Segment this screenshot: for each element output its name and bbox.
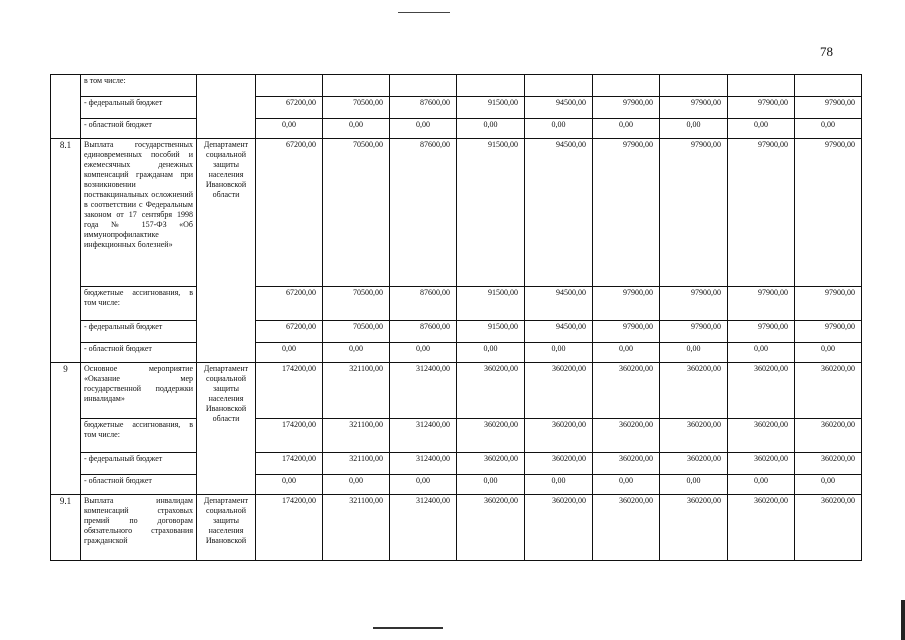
value-cell: 0,00 <box>593 475 660 495</box>
row-description: Выплата государственных единовременных пособий и ежемесячных денежных компенсаций гражданам при возникновении поствакцинальных осложнений в соответствии с Федеральным законом от 17 сентября 1998 года № 157-ФЗ «Об иммунопрофилактике инфекционных болезней» <box>81 139 197 287</box>
value-cell: 0,00 <box>660 343 728 363</box>
value-cell: 67200,00 <box>256 287 323 321</box>
value-cell: 360200,00 <box>593 419 660 453</box>
row-department <box>197 75 256 139</box>
value-cell: 0,00 <box>660 475 728 495</box>
row-department: Департамент социальной защиты населения Ивановской области <box>197 363 256 495</box>
value-cell: 0,00 <box>457 343 525 363</box>
table-row <box>51 139 862 287</box>
value-cell: 0,00 <box>525 475 593 495</box>
value-cell <box>256 75 323 97</box>
value-cell: 360200,00 <box>660 495 728 561</box>
row-description: - областной бюджет <box>81 119 197 139</box>
value-cell: 360200,00 <box>795 495 862 561</box>
value-cell: 0,00 <box>256 475 323 495</box>
value-cell <box>457 75 525 97</box>
row-description: в том числе: <box>81 75 197 97</box>
table-row <box>51 75 862 97</box>
value-cell: 0,00 <box>256 119 323 139</box>
value-cell: 94500,00 <box>525 97 593 119</box>
value-cell: 360200,00 <box>728 419 795 453</box>
scan-edge-shadow <box>901 600 905 640</box>
value-cell: 360200,00 <box>728 453 795 475</box>
value-cell: 174200,00 <box>256 495 323 561</box>
value-cell: 0,00 <box>728 475 795 495</box>
row-description: - федеральный бюджет <box>81 321 197 343</box>
value-cell: 97900,00 <box>795 139 862 287</box>
value-cell: 360200,00 <box>728 495 795 561</box>
scan-artifact-bottom <box>373 627 443 629</box>
value-cell <box>593 75 660 97</box>
value-cell: 0,00 <box>457 475 525 495</box>
value-cell: 360200,00 <box>593 363 660 419</box>
value-cell: 321100,00 <box>323 419 390 453</box>
value-cell: 0,00 <box>660 119 728 139</box>
table-row <box>51 419 862 453</box>
row-description: Выплата инвалидам компенсаций страховых премий по договорам обязательного страхования гражданской <box>81 495 197 561</box>
value-cell: 97900,00 <box>593 321 660 343</box>
value-cell: 97900,00 <box>728 321 795 343</box>
value-cell: 360200,00 <box>728 363 795 419</box>
table-row <box>51 453 862 475</box>
value-cell: 360200,00 <box>660 419 728 453</box>
value-cell: 0,00 <box>323 119 390 139</box>
value-cell: 0,00 <box>795 343 862 363</box>
value-cell: 312400,00 <box>390 453 457 475</box>
table-row <box>51 287 862 321</box>
value-cell: 67200,00 <box>256 139 323 287</box>
value-cell: 0,00 <box>390 475 457 495</box>
value-cell: 360200,00 <box>457 453 525 475</box>
value-cell: 360200,00 <box>795 453 862 475</box>
value-cell: 97900,00 <box>795 97 862 119</box>
value-cell: 360200,00 <box>795 363 862 419</box>
value-cell: 0,00 <box>795 119 862 139</box>
value-cell: 0,00 <box>795 475 862 495</box>
value-cell: 97900,00 <box>660 139 728 287</box>
table-row <box>51 321 862 343</box>
row-description: Основное мероприятие «Оказание мер государственной поддержки инвалидам» <box>81 363 197 419</box>
row-department: Департамент социальной защиты населения Ивановской <box>197 495 256 561</box>
value-cell: 360200,00 <box>525 453 593 475</box>
value-cell: 87600,00 <box>390 321 457 343</box>
value-cell: 312400,00 <box>390 419 457 453</box>
value-cell: 360200,00 <box>457 363 525 419</box>
value-cell: 87600,00 <box>390 287 457 321</box>
value-cell: 360200,00 <box>660 453 728 475</box>
value-cell <box>525 75 593 97</box>
table-row <box>51 97 862 119</box>
value-cell: 360200,00 <box>457 419 525 453</box>
value-cell: 94500,00 <box>525 321 593 343</box>
value-cell: 0,00 <box>323 343 390 363</box>
value-cell: 0,00 <box>525 343 593 363</box>
value-cell: 87600,00 <box>390 139 457 287</box>
table-body <box>51 75 862 561</box>
scan-artifact-top <box>398 12 450 13</box>
value-cell: 70500,00 <box>323 139 390 287</box>
value-cell: 0,00 <box>390 119 457 139</box>
value-cell: 91500,00 <box>457 97 525 119</box>
value-cell: 94500,00 <box>525 139 593 287</box>
value-cell: 97900,00 <box>728 139 795 287</box>
value-cell: 360200,00 <box>795 419 862 453</box>
value-cell: 174200,00 <box>256 363 323 419</box>
table-row <box>51 343 862 363</box>
value-cell <box>728 75 795 97</box>
value-cell: 97900,00 <box>660 97 728 119</box>
row-code: 9 <box>51 363 81 495</box>
value-cell: 97900,00 <box>795 287 862 321</box>
value-cell: 360200,00 <box>525 495 593 561</box>
value-cell: 360200,00 <box>593 453 660 475</box>
value-cell <box>660 75 728 97</box>
value-cell: 360200,00 <box>525 363 593 419</box>
table-row <box>51 363 862 419</box>
row-description: - федеральный бюджет <box>81 97 197 119</box>
value-cell: 97900,00 <box>593 287 660 321</box>
value-cell <box>323 75 390 97</box>
table-row <box>51 119 862 139</box>
value-cell: 312400,00 <box>390 363 457 419</box>
budget-table <box>50 74 862 561</box>
value-cell: 91500,00 <box>457 139 525 287</box>
value-cell: 67200,00 <box>256 97 323 119</box>
value-cell: 0,00 <box>525 119 593 139</box>
table-row <box>51 495 862 561</box>
value-cell: 70500,00 <box>323 321 390 343</box>
value-cell: 174200,00 <box>256 453 323 475</box>
value-cell: 70500,00 <box>323 97 390 119</box>
table-row <box>51 475 862 495</box>
value-cell: 70500,00 <box>323 287 390 321</box>
value-cell: 0,00 <box>593 119 660 139</box>
page-number: 78 <box>820 44 833 59</box>
row-description: - федеральный бюджет <box>81 453 197 475</box>
value-cell: 91500,00 <box>457 287 525 321</box>
value-cell: 97900,00 <box>660 321 728 343</box>
value-cell: 312400,00 <box>390 495 457 561</box>
row-code-cell <box>51 75 81 139</box>
value-cell: 87600,00 <box>390 97 457 119</box>
budget-table-container <box>50 74 862 561</box>
value-cell: 0,00 <box>390 343 457 363</box>
value-cell: 360200,00 <box>525 419 593 453</box>
value-cell: 0,00 <box>256 343 323 363</box>
value-cell: 0,00 <box>728 119 795 139</box>
value-cell: 360200,00 <box>593 495 660 561</box>
value-cell: 91500,00 <box>457 321 525 343</box>
value-cell: 0,00 <box>457 119 525 139</box>
value-cell: 94500,00 <box>525 287 593 321</box>
value-cell: 174200,00 <box>256 419 323 453</box>
value-cell: 97900,00 <box>660 287 728 321</box>
value-cell: 0,00 <box>323 475 390 495</box>
value-cell: 321100,00 <box>323 363 390 419</box>
value-cell: 0,00 <box>593 343 660 363</box>
row-description: - областной бюджет <box>81 475 197 495</box>
value-cell: 360200,00 <box>457 495 525 561</box>
row-department: Департамент социальной защиты населения Ивановской области <box>197 139 256 363</box>
value-cell <box>795 75 862 97</box>
value-cell: 321100,00 <box>323 495 390 561</box>
row-description: бюджетные ассигнования, в том числе: <box>81 419 197 453</box>
value-cell: 360200,00 <box>660 363 728 419</box>
value-cell <box>390 75 457 97</box>
value-cell: 67200,00 <box>256 321 323 343</box>
value-cell: 97900,00 <box>795 321 862 343</box>
value-cell: 97900,00 <box>593 97 660 119</box>
value-cell: 97900,00 <box>593 139 660 287</box>
row-description: бюджетные ассигнования, в том числе: <box>81 287 197 321</box>
value-cell: 97900,00 <box>728 287 795 321</box>
value-cell: 97900,00 <box>728 97 795 119</box>
value-cell: 0,00 <box>728 343 795 363</box>
value-cell: 321100,00 <box>323 453 390 475</box>
row-description: - областной бюджет <box>81 343 197 363</box>
row-code: 8.1 <box>51 139 81 363</box>
row-code: 9.1 <box>51 495 81 561</box>
